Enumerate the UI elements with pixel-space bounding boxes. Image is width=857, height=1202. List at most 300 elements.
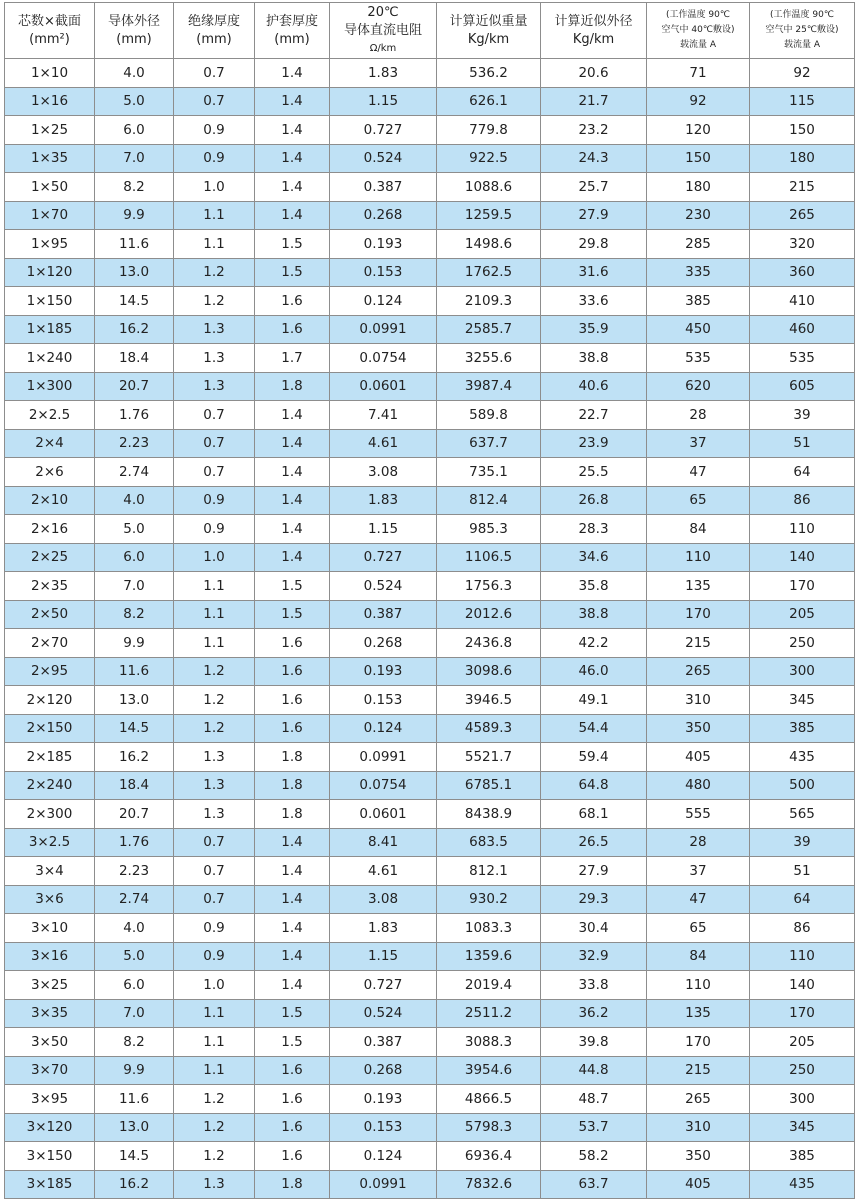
cell-conductor-diameter: 11.6 bbox=[95, 230, 174, 259]
cell-conductor-diameter: 7.0 bbox=[95, 999, 174, 1028]
cell-cores-section: 2×16 bbox=[5, 515, 95, 544]
cell-sheath-thickness: 1.4 bbox=[255, 458, 330, 487]
cell-cores-section: 1×300 bbox=[5, 372, 95, 401]
cell-ampacity-40c: 310 bbox=[647, 1113, 750, 1142]
cell-sheath-thickness: 1.8 bbox=[255, 1170, 330, 1199]
table-row bbox=[5, 914, 855, 943]
cell-conductor-diameter: 4.0 bbox=[95, 914, 174, 943]
cell-sheath-thickness: 1.5 bbox=[255, 572, 330, 601]
cell-ampacity-25c: 410 bbox=[750, 287, 855, 316]
cell-dc-resistance: 3.08 bbox=[330, 885, 437, 914]
cell-insulation-thickness: 1.1 bbox=[174, 1028, 255, 1057]
table-body bbox=[5, 59, 855, 1199]
cell-insulation-thickness: 0.9 bbox=[174, 914, 255, 943]
cell-conductor-diameter: 20.7 bbox=[95, 372, 174, 401]
cell-insulation-thickness: 0.7 bbox=[174, 401, 255, 430]
cell-approx-weight: 2511.2 bbox=[437, 999, 541, 1028]
cell-conductor-diameter: 5.0 bbox=[95, 515, 174, 544]
cell-ampacity-40c: 28 bbox=[647, 401, 750, 430]
cell-ampacity-40c: 84 bbox=[647, 942, 750, 971]
table-row bbox=[5, 1170, 855, 1199]
cell-cores-section: 2×70 bbox=[5, 629, 95, 658]
cell-insulation-thickness: 1.3 bbox=[174, 800, 255, 829]
cell-approx-outer-diameter: 21.7 bbox=[541, 87, 647, 116]
cell-dc-resistance: 0.727 bbox=[330, 116, 437, 145]
cell-dc-resistance: 0.0754 bbox=[330, 771, 437, 800]
table-row bbox=[5, 543, 855, 572]
cell-sheath-thickness: 1.8 bbox=[255, 800, 330, 829]
cell-ampacity-40c: 47 bbox=[647, 458, 750, 487]
cell-conductor-diameter: 9.9 bbox=[95, 201, 174, 230]
cell-ampacity-40c: 65 bbox=[647, 914, 750, 943]
cell-approx-weight: 5521.7 bbox=[437, 743, 541, 772]
cell-approx-outer-diameter: 68.1 bbox=[541, 800, 647, 829]
header-cores-section: 芯数×截面 (mm²) bbox=[5, 3, 95, 59]
cell-ampacity-25c: 170 bbox=[750, 999, 855, 1028]
cell-approx-weight: 4866.5 bbox=[437, 1085, 541, 1114]
cell-ampacity-25c: 385 bbox=[750, 1142, 855, 1171]
cell-cores-section: 3×6 bbox=[5, 885, 95, 914]
cell-dc-resistance: 0.387 bbox=[330, 173, 437, 202]
cell-ampacity-40c: 37 bbox=[647, 429, 750, 458]
cell-ampacity-25c: 110 bbox=[750, 942, 855, 971]
cell-approx-outer-diameter: 23.9 bbox=[541, 429, 647, 458]
table-row bbox=[5, 372, 855, 401]
cell-ampacity-25c: 39 bbox=[750, 401, 855, 430]
cell-sheath-thickness: 1.6 bbox=[255, 629, 330, 658]
cell-approx-weight: 2585.7 bbox=[437, 315, 541, 344]
cell-sheath-thickness: 1.6 bbox=[255, 1113, 330, 1142]
cell-ampacity-40c: 535 bbox=[647, 344, 750, 373]
cell-ampacity-40c: 230 bbox=[647, 201, 750, 230]
cell-cores-section: 1×10 bbox=[5, 59, 95, 88]
cell-ampacity-40c: 480 bbox=[647, 771, 750, 800]
cell-approx-outer-diameter: 22.7 bbox=[541, 401, 647, 430]
cell-approx-weight: 1083.3 bbox=[437, 914, 541, 943]
table-row bbox=[5, 429, 855, 458]
cell-approx-weight: 812.1 bbox=[437, 857, 541, 886]
cell-approx-weight: 3098.6 bbox=[437, 657, 541, 686]
cell-conductor-diameter: 14.5 bbox=[95, 287, 174, 316]
cell-ampacity-40c: 135 bbox=[647, 999, 750, 1028]
cell-dc-resistance: 4.61 bbox=[330, 857, 437, 886]
cell-cores-section: 2×240 bbox=[5, 771, 95, 800]
cell-approx-weight: 2109.3 bbox=[437, 287, 541, 316]
cell-approx-weight: 1359.6 bbox=[437, 942, 541, 971]
cell-approx-outer-diameter: 34.6 bbox=[541, 543, 647, 572]
cell-ampacity-25c: 51 bbox=[750, 857, 855, 886]
cell-insulation-thickness: 1.2 bbox=[174, 1085, 255, 1114]
cell-cores-section: 1×50 bbox=[5, 173, 95, 202]
header-row bbox=[5, 3, 855, 59]
table-row bbox=[5, 258, 855, 287]
cell-dc-resistance: 0.153 bbox=[330, 686, 437, 715]
cell-dc-resistance: 1.15 bbox=[330, 515, 437, 544]
cell-approx-weight: 637.7 bbox=[437, 429, 541, 458]
cell-cores-section: 2×4 bbox=[5, 429, 95, 458]
cell-conductor-diameter: 11.6 bbox=[95, 1085, 174, 1114]
table-row bbox=[5, 686, 855, 715]
cell-ampacity-40c: 620 bbox=[647, 372, 750, 401]
cell-dc-resistance: 0.524 bbox=[330, 999, 437, 1028]
cell-approx-outer-diameter: 36.2 bbox=[541, 999, 647, 1028]
cell-cores-section: 1×16 bbox=[5, 87, 95, 116]
cell-sheath-thickness: 1.5 bbox=[255, 258, 330, 287]
cell-ampacity-40c: 170 bbox=[647, 600, 750, 629]
cell-ampacity-25c: 250 bbox=[750, 629, 855, 658]
cell-cores-section: 1×70 bbox=[5, 201, 95, 230]
cell-conductor-diameter: 9.9 bbox=[95, 629, 174, 658]
cell-ampacity-40c: 405 bbox=[647, 1170, 750, 1199]
cell-ampacity-40c: 335 bbox=[647, 258, 750, 287]
cell-insulation-thickness: 0.7 bbox=[174, 857, 255, 886]
cell-approx-outer-diameter: 49.1 bbox=[541, 686, 647, 715]
cell-ampacity-40c: 405 bbox=[647, 743, 750, 772]
cell-insulation-thickness: 1.2 bbox=[174, 714, 255, 743]
cell-sheath-thickness: 1.4 bbox=[255, 543, 330, 572]
cell-sheath-thickness: 1.6 bbox=[255, 714, 330, 743]
cell-conductor-diameter: 8.2 bbox=[95, 600, 174, 629]
cell-dc-resistance: 0.0601 bbox=[330, 372, 437, 401]
cell-ampacity-25c: 64 bbox=[750, 885, 855, 914]
cell-cores-section: 3×185 bbox=[5, 1170, 95, 1199]
cell-sheath-thickness: 1.4 bbox=[255, 515, 330, 544]
cell-insulation-thickness: 1.1 bbox=[174, 201, 255, 230]
cell-conductor-diameter: 1.76 bbox=[95, 401, 174, 430]
cell-sheath-thickness: 1.4 bbox=[255, 87, 330, 116]
cell-insulation-thickness: 1.3 bbox=[174, 315, 255, 344]
cell-approx-outer-diameter: 24.3 bbox=[541, 144, 647, 173]
cell-ampacity-40c: 150 bbox=[647, 144, 750, 173]
cell-dc-resistance: 0.268 bbox=[330, 629, 437, 658]
cell-approx-outer-diameter: 39.8 bbox=[541, 1028, 647, 1057]
table-row bbox=[5, 1056, 855, 1085]
cell-ampacity-25c: 39 bbox=[750, 828, 855, 857]
cell-dc-resistance: 0.0991 bbox=[330, 1170, 437, 1199]
table-row bbox=[5, 344, 855, 373]
table-row bbox=[5, 771, 855, 800]
cell-cores-section: 2×300 bbox=[5, 800, 95, 829]
cell-conductor-diameter: 2.74 bbox=[95, 458, 174, 487]
cell-cores-section: 3×25 bbox=[5, 971, 95, 1000]
cell-sheath-thickness: 1.4 bbox=[255, 429, 330, 458]
cell-ampacity-25c: 535 bbox=[750, 344, 855, 373]
cell-dc-resistance: 4.61 bbox=[330, 429, 437, 458]
cell-approx-outer-diameter: 32.9 bbox=[541, 942, 647, 971]
cell-ampacity-40c: 265 bbox=[647, 1085, 750, 1114]
cell-approx-outer-diameter: 44.8 bbox=[541, 1056, 647, 1085]
cell-approx-outer-diameter: 25.5 bbox=[541, 458, 647, 487]
cell-ampacity-25c: 565 bbox=[750, 800, 855, 829]
table-row bbox=[5, 828, 855, 857]
table-row bbox=[5, 572, 855, 601]
table-row bbox=[5, 1113, 855, 1142]
cell-insulation-thickness: 1.0 bbox=[174, 971, 255, 1000]
header-ampacity-40c: (工作温度 90℃ 空气中 40℃敷设) 载流量 A bbox=[647, 3, 750, 59]
cell-conductor-diameter: 2.23 bbox=[95, 429, 174, 458]
cell-ampacity-25c: 140 bbox=[750, 971, 855, 1000]
cell-cores-section: 3×35 bbox=[5, 999, 95, 1028]
cell-approx-weight: 536.2 bbox=[437, 59, 541, 88]
cell-dc-resistance: 3.08 bbox=[330, 458, 437, 487]
cell-approx-weight: 6785.1 bbox=[437, 771, 541, 800]
cell-approx-weight: 735.1 bbox=[437, 458, 541, 487]
cell-sheath-thickness: 1.6 bbox=[255, 1056, 330, 1085]
cell-sheath-thickness: 1.4 bbox=[255, 828, 330, 857]
cell-insulation-thickness: 0.7 bbox=[174, 87, 255, 116]
cell-ampacity-40c: 385 bbox=[647, 287, 750, 316]
cell-dc-resistance: 0.193 bbox=[330, 1085, 437, 1114]
header-approx-weight: 计算近似重量 Kg/km bbox=[437, 3, 541, 59]
cell-insulation-thickness: 0.7 bbox=[174, 458, 255, 487]
cell-approx-outer-diameter: 28.3 bbox=[541, 515, 647, 544]
cell-cores-section: 1×35 bbox=[5, 144, 95, 173]
cell-sheath-thickness: 1.6 bbox=[255, 1142, 330, 1171]
cell-approx-weight: 3987.4 bbox=[437, 372, 541, 401]
cell-conductor-diameter: 9.9 bbox=[95, 1056, 174, 1085]
cell-approx-outer-diameter: 23.2 bbox=[541, 116, 647, 145]
cell-ampacity-40c: 84 bbox=[647, 515, 750, 544]
cell-sheath-thickness: 1.7 bbox=[255, 344, 330, 373]
cell-conductor-diameter: 7.0 bbox=[95, 144, 174, 173]
cell-approx-outer-diameter: 38.8 bbox=[541, 344, 647, 373]
cell-dc-resistance: 1.83 bbox=[330, 914, 437, 943]
table-row bbox=[5, 458, 855, 487]
cell-conductor-diameter: 16.2 bbox=[95, 315, 174, 344]
cell-approx-weight: 1756.3 bbox=[437, 572, 541, 601]
cell-conductor-diameter: 8.2 bbox=[95, 1028, 174, 1057]
cell-approx-weight: 1498.6 bbox=[437, 230, 541, 259]
table-row bbox=[5, 315, 855, 344]
cell-approx-outer-diameter: 30.4 bbox=[541, 914, 647, 943]
cell-approx-weight: 930.2 bbox=[437, 885, 541, 914]
cell-cores-section: 2×2.5 bbox=[5, 401, 95, 430]
cell-conductor-diameter: 5.0 bbox=[95, 87, 174, 116]
cell-conductor-diameter: 1.76 bbox=[95, 828, 174, 857]
cell-approx-weight: 985.3 bbox=[437, 515, 541, 544]
cell-ampacity-25c: 86 bbox=[750, 914, 855, 943]
cell-conductor-diameter: 8.2 bbox=[95, 173, 174, 202]
cell-conductor-diameter: 5.0 bbox=[95, 942, 174, 971]
cell-sheath-thickness: 1.4 bbox=[255, 59, 330, 88]
cell-ampacity-25c: 360 bbox=[750, 258, 855, 287]
cell-approx-outer-diameter: 64.8 bbox=[541, 771, 647, 800]
table-header bbox=[5, 3, 855, 59]
cell-cores-section: 1×150 bbox=[5, 287, 95, 316]
cell-sheath-thickness: 1.6 bbox=[255, 315, 330, 344]
header-ampacity-25c: (工作温度 90℃ 空气中 25℃敷设) 载流量 A bbox=[750, 3, 855, 59]
cell-ampacity-40c: 92 bbox=[647, 87, 750, 116]
cell-ampacity-40c: 71 bbox=[647, 59, 750, 88]
cell-sheath-thickness: 1.5 bbox=[255, 230, 330, 259]
cell-dc-resistance: 0.524 bbox=[330, 144, 437, 173]
cell-ampacity-40c: 65 bbox=[647, 486, 750, 515]
cell-ampacity-40c: 215 bbox=[647, 1056, 750, 1085]
cell-ampacity-25c: 300 bbox=[750, 657, 855, 686]
cell-dc-resistance: 0.387 bbox=[330, 600, 437, 629]
table-row bbox=[5, 116, 855, 145]
cell-insulation-thickness: 1.3 bbox=[174, 372, 255, 401]
cell-conductor-diameter: 13.0 bbox=[95, 1113, 174, 1142]
cell-ampacity-40c: 285 bbox=[647, 230, 750, 259]
cell-sheath-thickness: 1.4 bbox=[255, 885, 330, 914]
table-row bbox=[5, 1028, 855, 1057]
cell-cores-section: 1×25 bbox=[5, 116, 95, 145]
cell-sheath-thickness: 1.4 bbox=[255, 914, 330, 943]
cell-cores-section: 2×6 bbox=[5, 458, 95, 487]
cell-insulation-thickness: 1.2 bbox=[174, 657, 255, 686]
table-row bbox=[5, 287, 855, 316]
cell-sheath-thickness: 1.4 bbox=[255, 971, 330, 1000]
cell-insulation-thickness: 1.2 bbox=[174, 686, 255, 715]
cell-approx-weight: 3255.6 bbox=[437, 344, 541, 373]
cell-dc-resistance: 0.727 bbox=[330, 543, 437, 572]
cell-cores-section: 2×50 bbox=[5, 600, 95, 629]
cell-sheath-thickness: 1.4 bbox=[255, 201, 330, 230]
cell-approx-outer-diameter: 33.8 bbox=[541, 971, 647, 1000]
cell-sheath-thickness: 1.4 bbox=[255, 144, 330, 173]
cell-approx-weight: 7832.6 bbox=[437, 1170, 541, 1199]
cell-sheath-thickness: 1.4 bbox=[255, 942, 330, 971]
cell-sheath-thickness: 1.6 bbox=[255, 1085, 330, 1114]
cell-approx-outer-diameter: 58.2 bbox=[541, 1142, 647, 1171]
cell-insulation-thickness: 1.3 bbox=[174, 1170, 255, 1199]
cell-approx-weight: 8438.9 bbox=[437, 800, 541, 829]
cell-ampacity-25c: 215 bbox=[750, 173, 855, 202]
cell-dc-resistance: 0.193 bbox=[330, 657, 437, 686]
cell-sheath-thickness: 1.8 bbox=[255, 771, 330, 800]
table-row bbox=[5, 657, 855, 686]
cell-approx-weight: 683.5 bbox=[437, 828, 541, 857]
cell-sheath-thickness: 1.8 bbox=[255, 743, 330, 772]
cell-dc-resistance: 0.193 bbox=[330, 230, 437, 259]
cell-conductor-diameter: 4.0 bbox=[95, 486, 174, 515]
cell-approx-outer-diameter: 29.3 bbox=[541, 885, 647, 914]
cell-ampacity-25c: 170 bbox=[750, 572, 855, 601]
cell-cores-section: 1×95 bbox=[5, 230, 95, 259]
cell-approx-outer-diameter: 27.9 bbox=[541, 201, 647, 230]
cell-approx-weight: 626.1 bbox=[437, 87, 541, 116]
cell-insulation-thickness: 1.2 bbox=[174, 287, 255, 316]
cell-cores-section: 1×185 bbox=[5, 315, 95, 344]
cell-approx-outer-diameter: 54.4 bbox=[541, 714, 647, 743]
cell-insulation-thickness: 0.9 bbox=[174, 942, 255, 971]
cell-approx-outer-diameter: 20.6 bbox=[541, 59, 647, 88]
cell-dc-resistance: 0.124 bbox=[330, 287, 437, 316]
cell-insulation-thickness: 1.3 bbox=[174, 771, 255, 800]
table-row bbox=[5, 173, 855, 202]
cell-ampacity-40c: 170 bbox=[647, 1028, 750, 1057]
cell-conductor-diameter: 2.23 bbox=[95, 857, 174, 886]
cell-insulation-thickness: 0.9 bbox=[174, 144, 255, 173]
cell-ampacity-25c: 460 bbox=[750, 315, 855, 344]
cell-dc-resistance: 8.41 bbox=[330, 828, 437, 857]
cell-dc-resistance: 0.727 bbox=[330, 971, 437, 1000]
cell-insulation-thickness: 1.1 bbox=[174, 600, 255, 629]
cell-cores-section: 3×120 bbox=[5, 1113, 95, 1142]
cell-ampacity-40c: 180 bbox=[647, 173, 750, 202]
table-row bbox=[5, 486, 855, 515]
cell-approx-weight: 2436.8 bbox=[437, 629, 541, 658]
cell-approx-weight: 2019.4 bbox=[437, 971, 541, 1000]
cell-ampacity-25c: 180 bbox=[750, 144, 855, 173]
cell-insulation-thickness: 1.2 bbox=[174, 258, 255, 287]
cell-conductor-diameter: 13.0 bbox=[95, 258, 174, 287]
cell-conductor-diameter: 16.2 bbox=[95, 1170, 174, 1199]
cell-approx-weight: 3946.5 bbox=[437, 686, 541, 715]
cell-cores-section: 3×50 bbox=[5, 1028, 95, 1057]
cell-dc-resistance: 1.15 bbox=[330, 942, 437, 971]
cell-approx-weight: 5798.3 bbox=[437, 1113, 541, 1142]
header-approx-outer-diameter: 计算近似外径 Kg/km bbox=[541, 3, 647, 59]
cell-cores-section: 2×185 bbox=[5, 743, 95, 772]
cell-approx-weight: 1106.5 bbox=[437, 543, 541, 572]
cell-cores-section: 3×150 bbox=[5, 1142, 95, 1171]
cell-ampacity-25c: 51 bbox=[750, 429, 855, 458]
cell-sheath-thickness: 1.4 bbox=[255, 173, 330, 202]
cell-approx-weight: 3954.6 bbox=[437, 1056, 541, 1085]
cell-ampacity-40c: 215 bbox=[647, 629, 750, 658]
cell-ampacity-25c: 205 bbox=[750, 1028, 855, 1057]
cell-dc-resistance: 0.153 bbox=[330, 258, 437, 287]
cell-approx-outer-diameter: 26.8 bbox=[541, 486, 647, 515]
table-row bbox=[5, 59, 855, 88]
cell-ampacity-25c: 250 bbox=[750, 1056, 855, 1085]
table-row bbox=[5, 714, 855, 743]
cell-insulation-thickness: 0.7 bbox=[174, 429, 255, 458]
cell-sheath-thickness: 1.5 bbox=[255, 999, 330, 1028]
cell-cores-section: 2×150 bbox=[5, 714, 95, 743]
cell-conductor-diameter: 18.4 bbox=[95, 344, 174, 373]
cell-approx-outer-diameter: 25.7 bbox=[541, 173, 647, 202]
table-row bbox=[5, 743, 855, 772]
table-row bbox=[5, 1142, 855, 1171]
cell-ampacity-25c: 92 bbox=[750, 59, 855, 88]
cell-insulation-thickness: 0.9 bbox=[174, 486, 255, 515]
cell-approx-outer-diameter: 29.8 bbox=[541, 230, 647, 259]
table-row bbox=[5, 942, 855, 971]
cell-approx-outer-diameter: 27.9 bbox=[541, 857, 647, 886]
cell-insulation-thickness: 1.2 bbox=[174, 1113, 255, 1142]
cell-approx-outer-diameter: 26.5 bbox=[541, 828, 647, 857]
header-dc-resistance: 20℃ 导体直流电阻 Ω/km bbox=[330, 3, 437, 59]
table-row bbox=[5, 999, 855, 1028]
cell-ampacity-25c: 345 bbox=[750, 686, 855, 715]
cell-ampacity-40c: 28 bbox=[647, 828, 750, 857]
cell-insulation-thickness: 1.1 bbox=[174, 999, 255, 1028]
cell-ampacity-40c: 47 bbox=[647, 885, 750, 914]
cell-approx-weight: 4589.3 bbox=[437, 714, 541, 743]
cell-dc-resistance: 0.524 bbox=[330, 572, 437, 601]
header-sheath-thickness: 护套厚度 (mm) bbox=[255, 3, 330, 59]
cell-conductor-diameter: 4.0 bbox=[95, 59, 174, 88]
cell-dc-resistance: 0.0991 bbox=[330, 315, 437, 344]
cell-ampacity-40c: 350 bbox=[647, 714, 750, 743]
cell-ampacity-25c: 110 bbox=[750, 515, 855, 544]
cable-spec-table bbox=[4, 2, 855, 1199]
cell-ampacity-40c: 110 bbox=[647, 971, 750, 1000]
cell-approx-weight: 1259.5 bbox=[437, 201, 541, 230]
cell-cores-section: 1×240 bbox=[5, 344, 95, 373]
table-row bbox=[5, 800, 855, 829]
cell-ampacity-25c: 435 bbox=[750, 1170, 855, 1199]
cell-sheath-thickness: 1.4 bbox=[255, 857, 330, 886]
cell-conductor-diameter: 7.0 bbox=[95, 572, 174, 601]
cell-ampacity-40c: 37 bbox=[647, 857, 750, 886]
cell-insulation-thickness: 0.7 bbox=[174, 828, 255, 857]
cell-approx-outer-diameter: 40.6 bbox=[541, 372, 647, 401]
cell-dc-resistance: 0.124 bbox=[330, 1142, 437, 1171]
